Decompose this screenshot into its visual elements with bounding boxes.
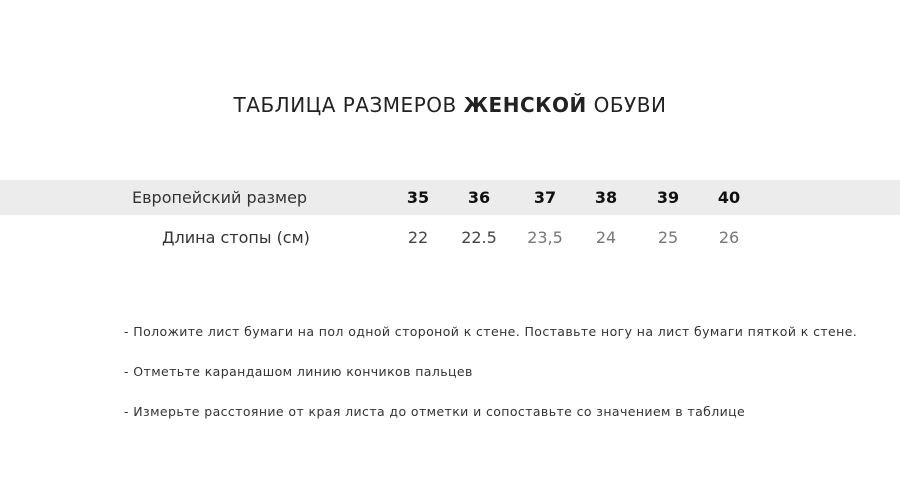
length-cell-39: 25 (657, 228, 679, 247)
size-cell-39: 39 (656, 188, 680, 207)
length-cell-38: 24 (595, 228, 617, 247)
size-cell-40: 40 (717, 188, 741, 207)
page-title (0, 93, 900, 117)
length-cell-35: 22 (407, 228, 429, 247)
size-table-header-row (0, 180, 900, 215)
size-row-label: Европейский размер (132, 188, 308, 207)
instruction-step-1: - Положите лист бумаги на пол одной стороной к стене. Поставьте ногу на лист бумаги пяткой к стене. (124, 324, 858, 339)
foot-length-row-label: Длина стопы (см) (162, 228, 310, 247)
size-cell-38: 38 (594, 188, 618, 207)
instruction-step-3: - Измерьте расстояние от края листа до отметки и сопоставьте со значением в таблице (124, 404, 746, 419)
size-cell-37: 37 (533, 188, 557, 207)
title-bold-part: ЖЕНСКОЙ (463, 93, 587, 118)
length-cell-37: 23,5 (527, 228, 563, 247)
length-cell-40: 26 (718, 228, 740, 247)
length-cell-36: 22.5 (461, 228, 497, 247)
foot-length-row (0, 220, 900, 255)
instruction-step-2: - Отметьте карандашом линию кончиков пальцев (124, 364, 473, 379)
title-part-2: ОБУВИ (586, 93, 667, 118)
title-part-1: ТАБЛИЦА РАЗМЕРОВ (233, 93, 464, 118)
size-cell-36: 36 (467, 188, 491, 207)
size-cell-35: 35 (406, 188, 430, 207)
